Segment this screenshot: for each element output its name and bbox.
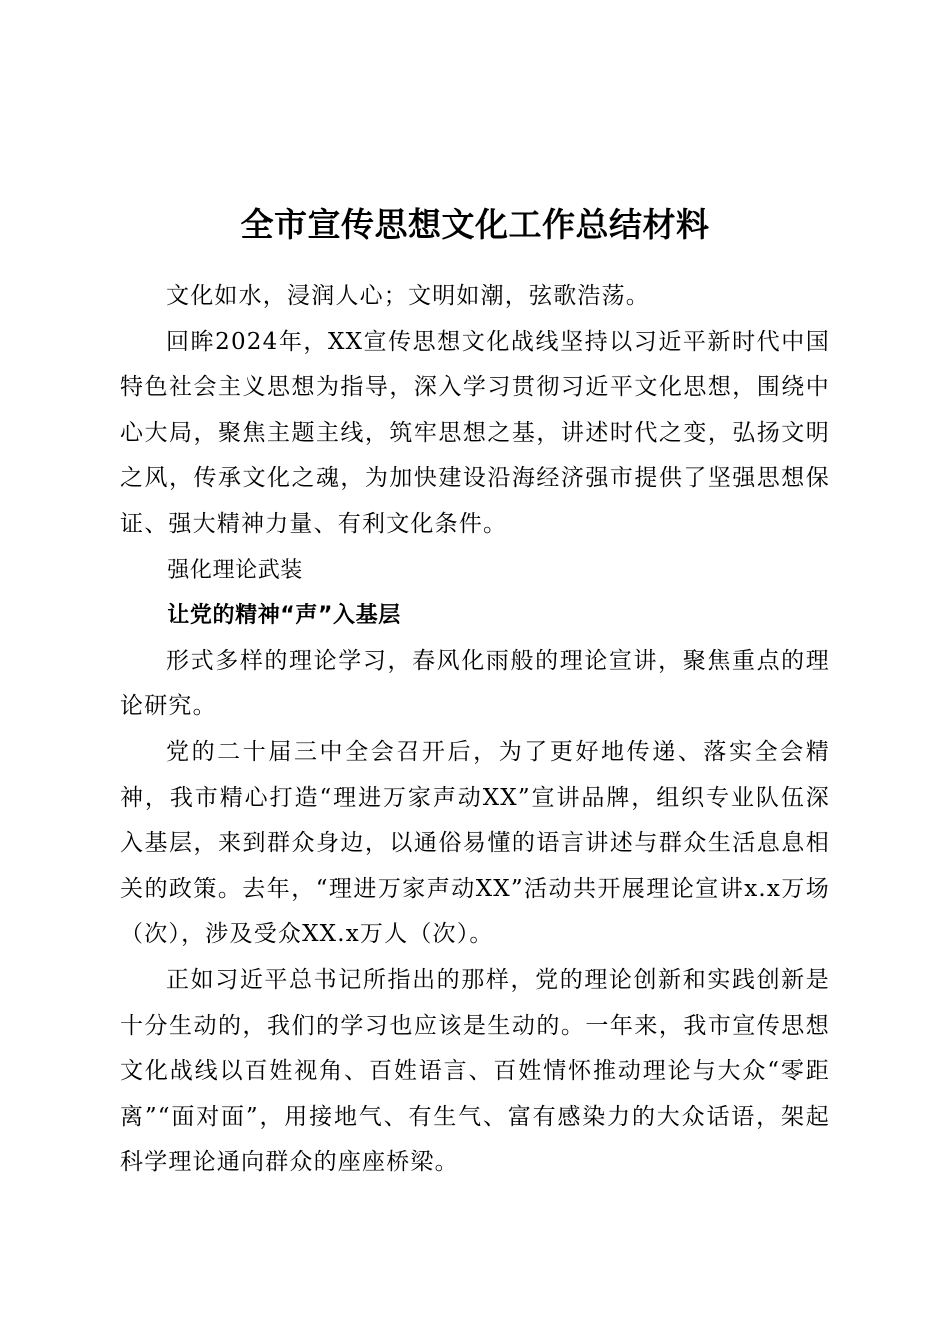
review-paragraph: 回眸2024年，XX宣传思想文化战线坚持以习近平新时代中国特色社会主义思想为指导，深入学习贯彻习近平文化思想，围绕中心大局，聚焦主题主线，筑牢思想之基，讲述时代之变，弘扬文明之风，传承文化之魂，为加快建设沿海经济强市提供了坚强思想保证、强大精神力量、有利文化条件。 — [120, 328, 830, 537]
plenum-paragraph: 党的二十届三中全会召开后，为了更好地传递、落实全会精神，我市精心打造“理进万家声动XX”宣讲品牌，组织专业队伍深入基层，来到群众身边，以通俗易懂的语言讲述与群众生活息息相关的政策。去年，“理进万家声动XX”活动共开展理论宣讲x.x万场（次），涉及受众XX.x万人（次）。 — [120, 738, 830, 948]
document-body — [120, 274, 830, 1186]
document-title: 全市宣传思想文化工作总结材料 — [240, 205, 710, 245]
section-heading: 强化理论武装 — [167, 557, 303, 583]
theory-paragraph: 正如习近平总书记所指出的那样，党的理论创新和实践创新是十分生动的，我们的学习也应该是生动的。一年来，我市宣传思想文化战线以百姓视角、百姓语言、百姓情怀推动理论与大众“零距离”“面对面”，用接地气、有生气、富有感染力的大众话语，架起科学理论通向群众的座座桥梁。 — [120, 966, 830, 1176]
intro-paragraph: 文化如水，浸润人心；文明如潮，弦歌浩荡。 — [166, 283, 650, 309]
subsection-heading: 让党的精神“声”入基层 — [167, 603, 401, 629]
summary-paragraph: 形式多样的理论学习，春风化雨般的理论宣讲，聚焦重点的理论研究。 — [120, 647, 830, 720]
